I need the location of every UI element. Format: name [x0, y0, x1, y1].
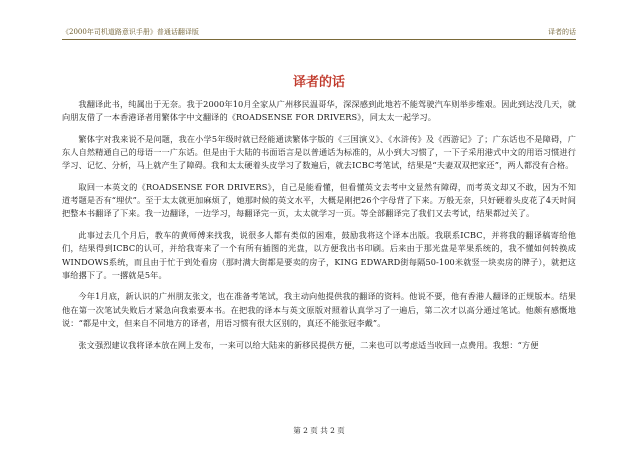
header-book-title: 《2000年司机道路意识手册》普通话翻译版: [62, 28, 199, 36]
paragraph: 张文强烈建议我将译本放在网上发布，一来可以给大陆来的新移民提供方便，二来也可以考虑适当收回一点费用。我想：“方便: [78, 339, 539, 350]
page-title: 译者的话: [292, 75, 345, 90]
paragraph: 此事过去几个月后，教车的黄师傅来找我，说很多人都有类似的困难，鼓励我将这个译本出版。我联系ICBC，并将我的翻译稿寄给他们，结果得到ICBC的认可，并给我寄来了一个有所有插图的光盘，以方便我出书印刷。后来由于那光盘是苹果系统的，我不懂如何转换成WINDOWS系统，而且由于忙于到处看房（那时满大街都是要卖的房子，KING EDWARD街每隔50-100米就竖一块卖房的牌子），就把这事给撂下了。一撂就是5年。: [62, 230, 576, 280]
page-number: 第 2 页 共 2 页: [293, 426, 345, 435]
paragraph: 我翻译此书，纯属出于无奈。我于2000年10月全家从广州移民温哥华，深深感到此地若不能驾驶汽车则举步维艰。因此到达没几天，就向朋友借了一本香港译者用繁体字中文翻译的《ROADSENSE FOR DRIVERS》，同太太一起学习。: [62, 99, 576, 123]
header-section-title: 译者的话: [548, 28, 576, 36]
paragraph: 今年1月底，新认识的广州朋友张文，也在准备考笔试，我主动向他提供我的翻译的资料。他说不要，他有香港人翻译的正规版本。结果他在第一次笔试失败后才紧急向我索要本书。在把我的译本与英文原版对照着认真学习了一遍后，第二次才以高分通过笔试。他颇有感慨地说：“都是中文，但来自不同地方的译者，用语习惯有很大区别的，真还不能张冠李戴”。: [62, 291, 576, 328]
paragraph: 取回一本英文的《ROADSENSE FOR DRIVERS》，自己是能看懂，但看懂英文去考中文显然有障碍，而考英文却又不敢，因为不知道考题是否有“埋伏”。至于太太就更加麻烦了，她那时候的英文水平，大概是刚把26个字母背了下来。万般无奈，只好硬着头皮花了4天时间把整本书翻译了下来。我一边翻译，一边学习，每翻译完一页，太太就学习一页。等全部翻译完了我们又去考试，结果都过关了。: [62, 182, 576, 219]
page-header: [62, 27, 576, 40]
paragraph: 繁体字对我来说不是问题，我在小学5年级时就已经能通读繁体字版的《三国演义》、《水浒传》及《西游记》了；广东话也不是障碍，广东人自然精通自己的母语一一广东话。但是由于大陆的书面语言是以普通话为标准的，从小到大习惯了，一下子采用港式中文的用语习惯进行学习、记忆、分析，马上就产生了障碍。我和太太硬着头皮学习了数遍后，就去ICBC考笔试，结果是“夫妻双双把家还”，两人都没有合格。: [62, 133, 576, 171]
document-body: [62, 98, 576, 360]
